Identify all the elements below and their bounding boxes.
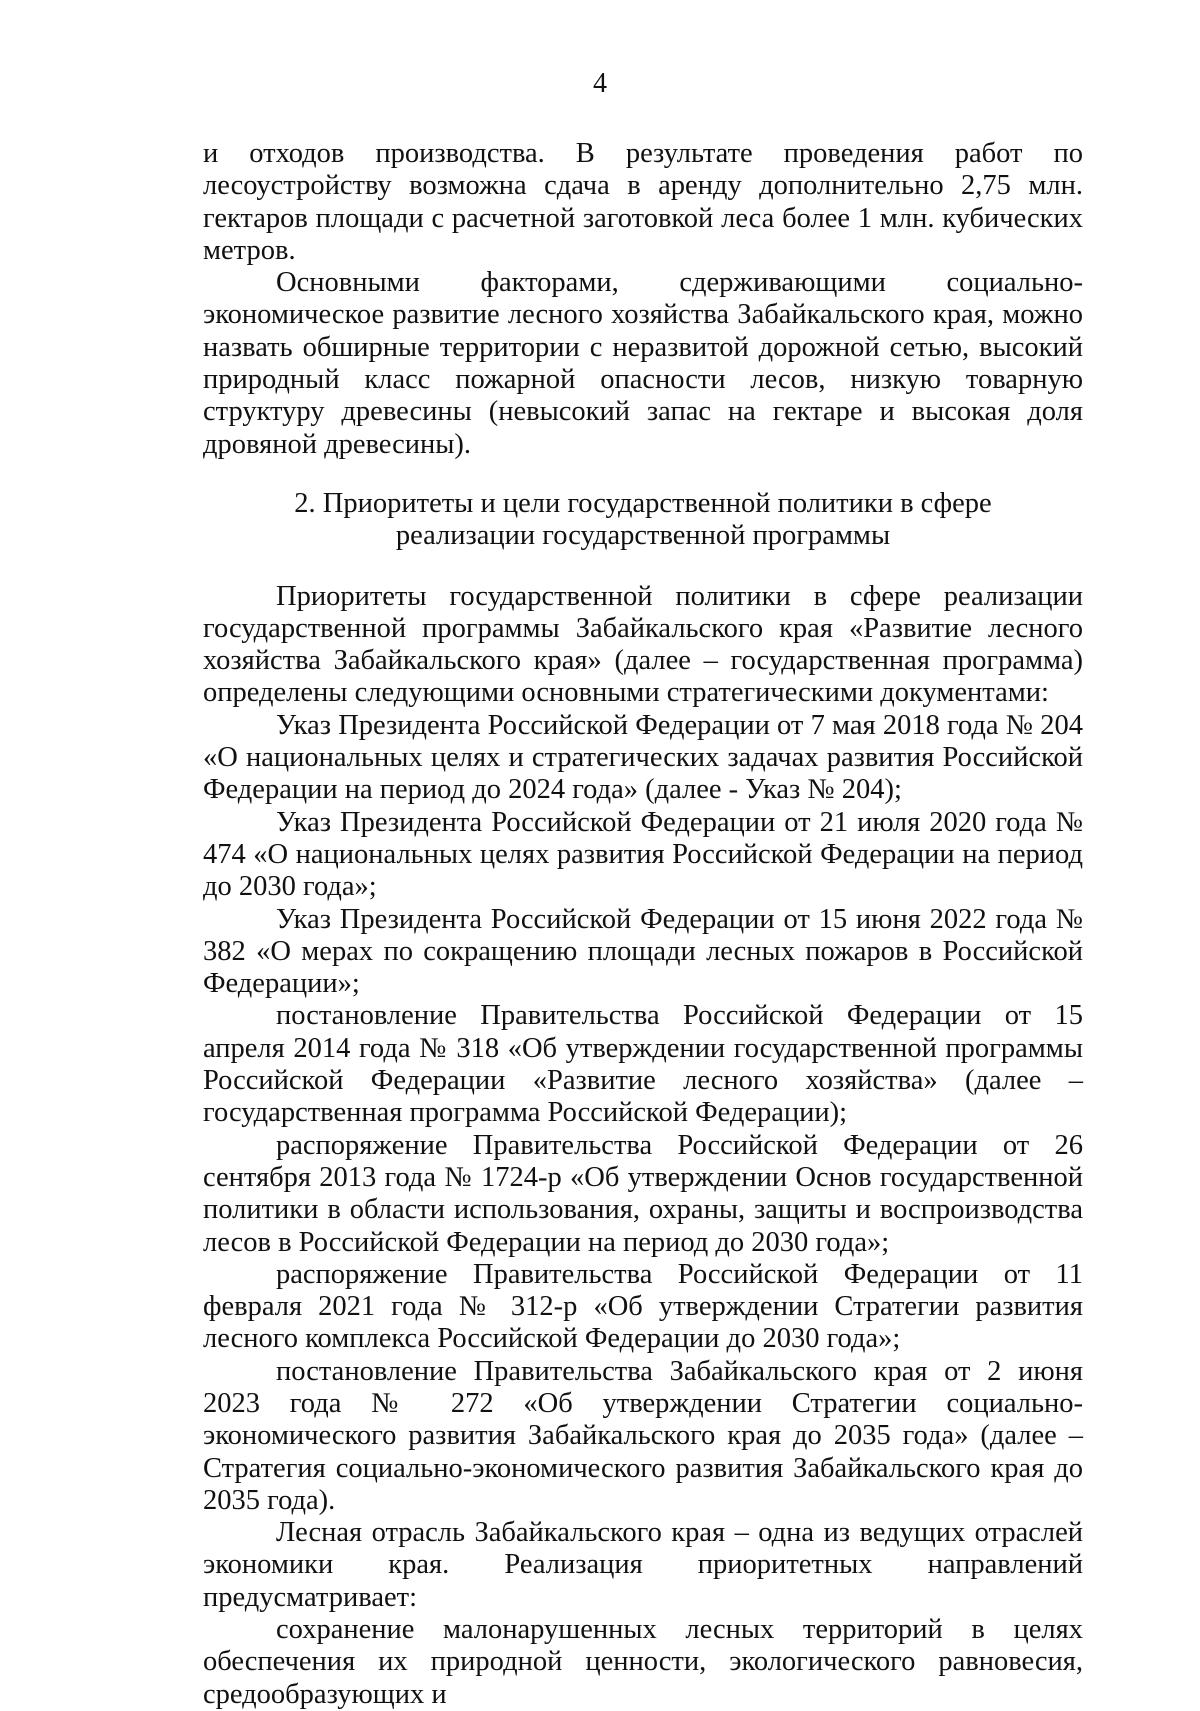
list-item-decree-204: Указ Президента Российской Федерации от 7 мая 2018 года № 204 «О национальных целях и стратегических задачах развития Российской Федерации на период до 2024 года» (далее - Указ № 204); — [203, 709, 1083, 806]
paragraph-factors: Основными факторами, сдерживающими социально-экономическое развитие лесного хозяйства Забайкальского края, можно назвать обширные территории с неразвитой дорожной сетью, высокий природный класс пожарной опасности лесов, низкую товарную структуру древесины (невысокий запас на гектаре и высокая доля дровяной древесины). — [203, 267, 1083, 460]
list-item-decree-382: Указ Президента Российской Федерации от 15 июня 2022 года № 382 «О мерах по сокращению площади лесных пожаров в Российской Федерации»; — [203, 903, 1083, 1000]
list-item-resolution-318: постановление Правительства Российской Федерации от 15 апреля 2014 года № 318 «Об утверждении государственной программы Российской Федерации «Развитие лесного хозяйства» (далее – государственная программа Российской Федерации); — [203, 1000, 1083, 1129]
section-heading-line-2: реализации государственной программы — [395, 520, 891, 552]
paragraph-preservation: сохранение малонарушенных лесных территорий в целях обеспечения их природной ценности, экологического равновесия, средообразующих и — [203, 1614, 1083, 1710]
list-item-order-1724: распоряжение Правительства Российской Федерации от 26 сентября 2013 года № 1724-р «Об утверждении Основ государственной политики в области использования, охраны, защиты и воспроизводства лесов в Российской Федерации на период до 2030 года»; — [203, 1129, 1083, 1258]
list-item-decree-474: Указ Президента Российской Федерации от 21 июля 2020 года № 474 «О национальных целях развития Российской Федерации на период до 2030 года»; — [203, 806, 1083, 903]
section-heading — [203, 488, 1083, 553]
list-item-order-312: распоряжение Правительства Российской Федерации от 11 февраля 2021 года № 312-р «Об утверждении Стратегии развития лесного комплекса Российской Федерации до 2030 года»; — [203, 1258, 1083, 1355]
list-item-resolution-272: постановление Правительства Забайкальского края от 2 июня 2023 года № 272 «Об утверждении Стратегии социально-экономического развития Забайкальского края до 2035 года» (далее – Стратегия социально-экономического развития Забайкальского края до 2035 года). — [203, 1355, 1083, 1516]
paragraph-continuation: и отходов производства. В результате проведения работ по лесоустройству возможна сдача в аренду дополнительно 2,75 млн. гектаров площади с расчетной заготовкой леса более 1 млн. кубических метров. — [203, 138, 1083, 266]
paragraph-forest-industry: Лесная отрасль Забайкальского края – одна из ведущих отраслей экономики края. Реализация приоритетных направлений предусматривает: — [203, 1517, 1083, 1613]
page-number: 4 — [593, 68, 607, 99]
document-body — [203, 138, 1083, 1711]
section-heading-line-1: 2. Приоритеты и цели государственной политики в сфере — [294, 487, 992, 519]
paragraph-priorities: Приоритеты государственной политики в сфере реализации государственной программы Забайкальского края «Развитие лесного хозяйства Забайкальского края» (далее – государственная программа) определены следующими основными стратегическими документами: — [203, 580, 1083, 709]
